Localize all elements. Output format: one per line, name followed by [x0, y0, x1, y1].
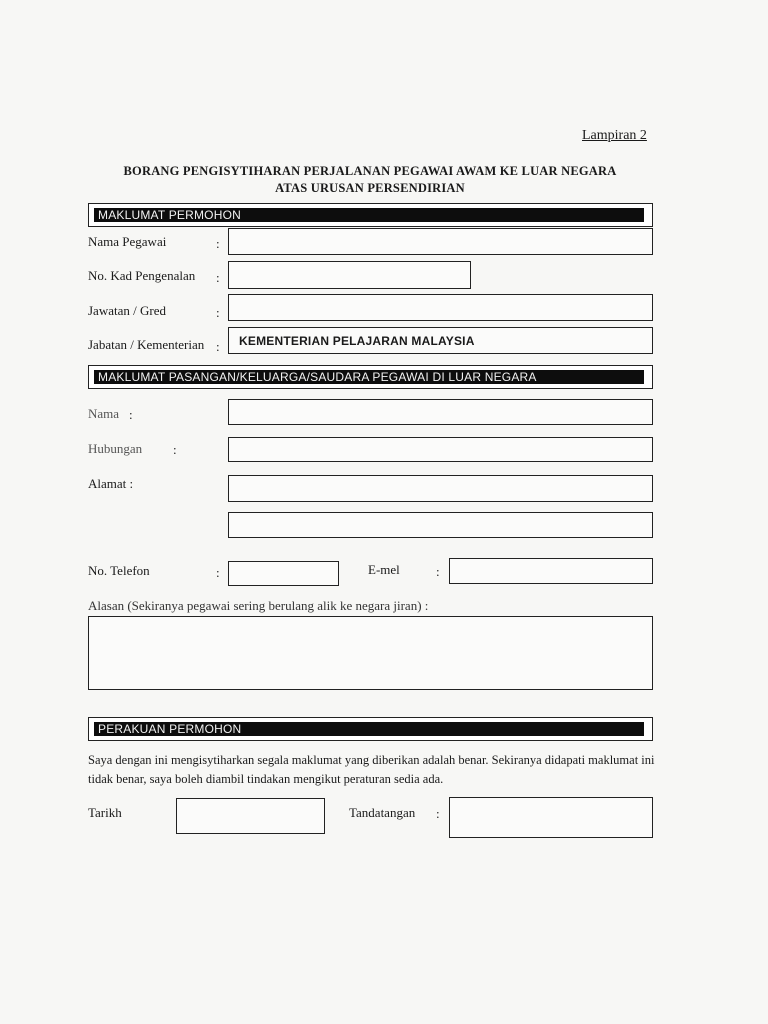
- form-title-line2: ATAS URUSAN PERSENDIRIAN: [275, 181, 465, 195]
- emel-field[interactable]: [449, 558, 653, 584]
- nama-label: Nama: [88, 406, 120, 421]
- hubungan-field[interactable]: [228, 437, 653, 462]
- emel-label: E-mel: [368, 562, 400, 577]
- jabatan-label: Jabatan / Kementerian: [88, 337, 205, 352]
- alamat-field-2[interactable]: [228, 512, 653, 538]
- declaration-text: Saya dengan ini mengisytiharkan segala maklumat yang diberikan adalah benar. Sekiranya didapati maklumat ini tidak benar, saya boleh diambil tindakan mengikut peraturan sedia ada.: [88, 753, 655, 786]
- appendix-label: Lampiran 2: [582, 128, 647, 143]
- section-family: [88, 365, 653, 389]
- alasan-label: Alasan (Sekiranya pegawai sering berulang alik ke negara jiran) :: [88, 598, 429, 613]
- section-declaration: [88, 717, 653, 741]
- no-kad-label: No. Kad Pengenalan: [88, 268, 196, 283]
- form-title-line1: BORANG PENGISYTIHARAN PERJALANAN PEGAWAI AWAM KE LUAR NEGARA: [123, 164, 617, 178]
- colon: :: [216, 236, 220, 251]
- jawatan-field[interactable]: [228, 294, 653, 321]
- section-applicant: [88, 203, 653, 227]
- nama-pegawai-label: Nama Pegawai: [88, 234, 167, 249]
- tandatangan-field[interactable]: [449, 797, 653, 838]
- jawatan-label: Jawatan / Gred: [88, 303, 166, 318]
- jabatan-field[interactable]: KEMENTERIAN PELAJARAN MALAYSIA: [228, 327, 653, 354]
- tarikh-label: Tarikh: [88, 805, 122, 820]
- alamat-field-1[interactable]: [228, 475, 653, 502]
- section-declaration-title: PERAKUAN PERMOHON: [94, 722, 644, 736]
- colon: :: [216, 565, 220, 580]
- colon: :: [436, 564, 440, 579]
- no-telefon-field[interactable]: [228, 561, 339, 586]
- nama-field[interactable]: [228, 399, 653, 425]
- colon: :: [173, 442, 177, 457]
- colon: :: [436, 806, 440, 821]
- nama-pegawai-field[interactable]: [228, 228, 653, 255]
- colon: :: [216, 270, 220, 285]
- hubungan-label: Hubungan: [88, 441, 143, 456]
- tandatangan-label: Tandatangan: [349, 805, 416, 820]
- alasan-field[interactable]: [88, 616, 653, 690]
- colon: :: [216, 339, 220, 354]
- colon: :: [216, 305, 220, 320]
- no-kad-field[interactable]: [228, 261, 471, 289]
- section-applicant-title: MAKLUMAT PERMOHON: [94, 208, 644, 222]
- colon: :: [129, 407, 133, 422]
- section-family-title: MAKLUMAT PASANGAN/KELUARGA/SAUDARA PEGAWAI DI LUAR NEGARA: [94, 370, 644, 384]
- tarikh-field[interactable]: [176, 798, 325, 834]
- no-telefon-label: No. Telefon: [88, 563, 150, 578]
- alamat-label: Alamat :: [88, 476, 134, 491]
